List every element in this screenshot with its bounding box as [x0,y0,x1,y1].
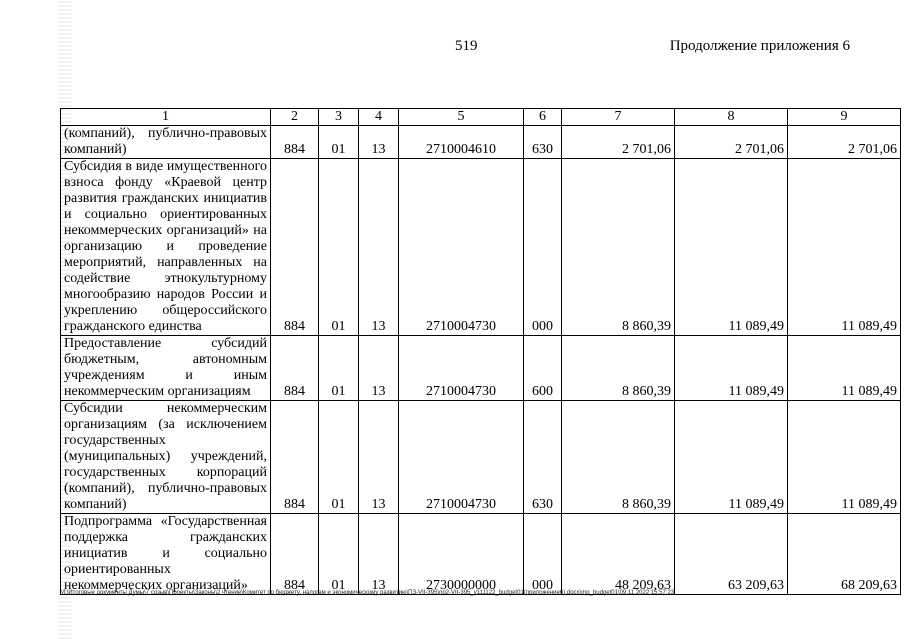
table-row [61,401,901,514]
expense-type-code: 600 [524,336,562,401]
row-description: Субсидия в виде имущественного взноса фонду «Краевой центр развития гражданских инициатив и социально ориентированных некоммерческих организаций» на организацию и проведение мероприятий, направленных на содействие этнокультурному многообразию народов России и укреплению общероссийского гражданского единства [61,159,271,336]
amount-col7: 48 209,63 [562,514,675,595]
column-header: 7 [562,109,675,126]
subsection-code: 13 [359,159,399,336]
section-code: 01 [319,514,359,595]
ministry-code: 884 [271,401,319,514]
amount-col8: 2 701,06 [675,126,788,159]
section-code: 01 [319,336,359,401]
table-row [61,159,901,336]
amount-col8: 63 209,63 [675,514,788,595]
row-description: (компаний), публично-правовых компаний) [61,126,271,159]
target-article-code: 2730000000 [399,514,524,595]
amount-col8: 11 089,49 [675,336,788,401]
section-code: 01 [319,159,359,336]
table-row [61,336,901,401]
subsection-code: 13 [359,126,399,159]
amount-col7: 2 701,06 [562,126,675,159]
document-file-path: М:\Итоговые документы Думы\7 созыв\Проекты\Законы\2 чтение\Комитет по бюджету, налогам и экономическому развитию\ПЗ-VII-395\пр2-VII-395_v111122_budget01(приложение6).docx\mp_budget01\09.11.2022 15:57:23 [60,590,675,596]
target-article-code: 2710004730 [399,401,524,514]
amount-col9: 2 701,06 [788,126,901,159]
budget-table [60,108,901,595]
expense-type-code: 630 [524,126,562,159]
amount-col8: 11 089,49 [675,159,788,336]
amount-col8: 11 089,49 [675,401,788,514]
column-header: 6 [524,109,562,126]
section-code: 01 [319,401,359,514]
ministry-code: 884 [271,126,319,159]
expense-type-code: 000 [524,514,562,595]
table-row [61,126,901,159]
subsection-code: 13 [359,336,399,401]
amount-col9: 68 209,63 [788,514,901,595]
amount-col7: 8 860,39 [562,336,675,401]
appendix-continuation-label: Продолжение приложения 6 [669,38,850,54]
subsection-code: 13 [359,514,399,595]
target-article-code: 2710004730 [399,159,524,336]
amount-col9: 11 089,49 [788,401,901,514]
table-row [61,514,901,595]
row-description: Предоставление субсидий бюджетным, автономным учреждениям и иным некоммерческим организациям [61,336,271,401]
column-header: 3 [319,109,359,126]
page-number: 519 [455,38,478,54]
row-description: Субсидии некоммерческим организациям (за исключением государственных (муниципальных) учреждений, государственных корпораций (компаний), публично-правовых компаний) [61,401,271,514]
section-code: 01 [319,126,359,159]
column-header: 2 [271,109,319,126]
row-description: Подпрограмма «Государственная поддержка гражданских инициатив и социально ориентированных некоммерческих организаций» [61,514,271,595]
subsection-code: 13 [359,401,399,514]
ministry-code: 884 [271,159,319,336]
column-header: 8 [675,109,788,126]
column-header: 5 [399,109,524,126]
target-article-code: 2710004610 [399,126,524,159]
amount-col7: 8 860,39 [562,401,675,514]
column-header: 1 [61,109,271,126]
column-header: 4 [359,109,399,126]
amount-col9: 11 089,49 [788,336,901,401]
ministry-code: 884 [271,336,319,401]
expense-type-code: 000 [524,159,562,336]
target-article-code: 2710004730 [399,336,524,401]
amount-col9: 11 089,49 [788,159,901,336]
expense-type-code: 630 [524,401,562,514]
table-header-row [61,109,901,126]
ministry-code: 884 [271,514,319,595]
amount-col7: 8 860,39 [562,159,675,336]
column-header: 9 [788,109,901,126]
